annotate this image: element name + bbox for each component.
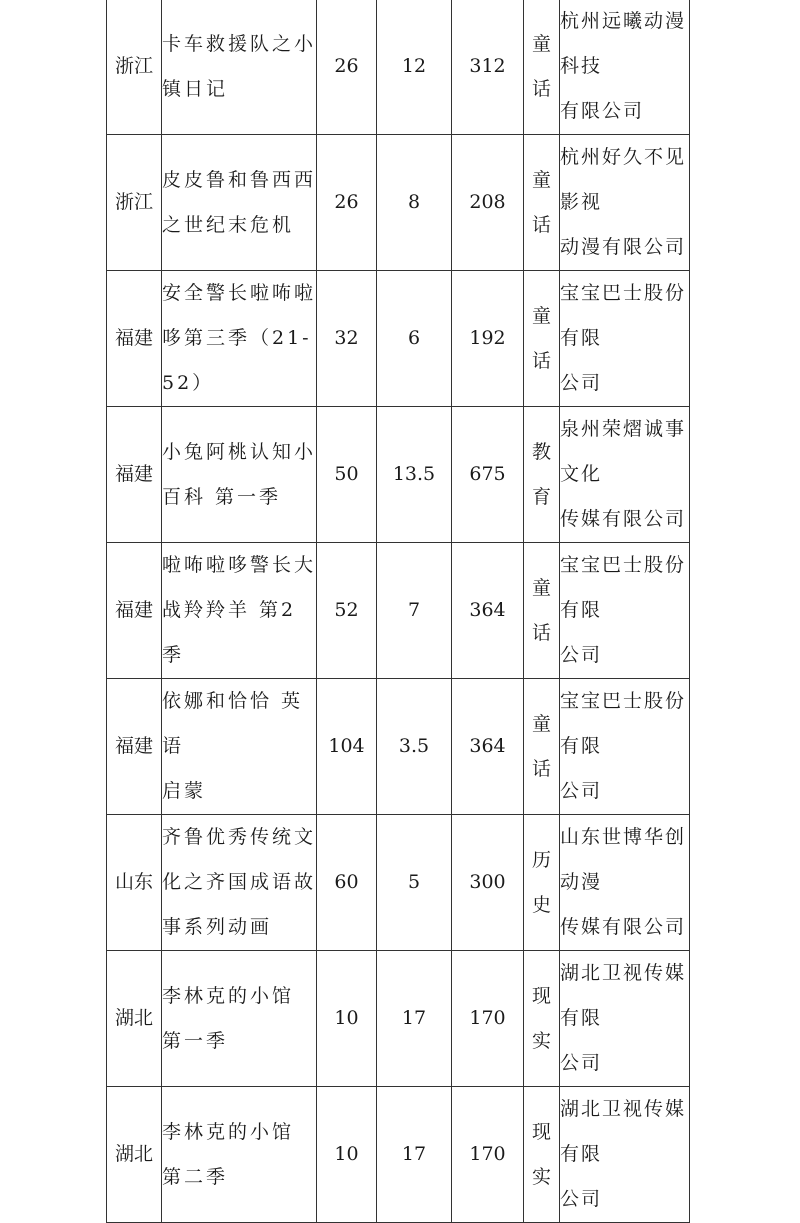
genre-cell bbox=[524, 407, 560, 543]
total-minutes-cell bbox=[452, 951, 524, 1087]
total-minutes-cell bbox=[452, 543, 524, 679]
company-cell bbox=[560, 271, 690, 407]
title-cell bbox=[162, 951, 317, 1087]
cell-text: 李林克的小馆 bbox=[162, 984, 295, 1007]
cell-text: 公司 bbox=[560, 644, 603, 666]
cell-text: 福建 bbox=[114, 735, 153, 757]
title-cell bbox=[162, 679, 317, 815]
cell-text: 104 bbox=[328, 735, 365, 757]
company-cell bbox=[560, 407, 690, 543]
cell-text: 公司 bbox=[560, 1052, 603, 1074]
episodes-cell bbox=[317, 815, 377, 951]
table-row bbox=[107, 271, 690, 407]
cell-text: 啦咘啦哆警长大 bbox=[162, 554, 317, 576]
cell-text: 山东世博华创动漫 bbox=[560, 826, 687, 893]
cell-text: 传媒有限公司 bbox=[560, 508, 687, 530]
cell-text: 170 bbox=[469, 1143, 506, 1165]
genre-cell bbox=[524, 543, 560, 679]
company-cell bbox=[560, 815, 690, 951]
cell-text: 52 bbox=[334, 599, 359, 621]
cell-text: 湖北 bbox=[114, 1143, 153, 1165]
cell-text: 湖北卫视传媒有限 bbox=[560, 1098, 687, 1165]
cell-text: 童 bbox=[531, 304, 551, 327]
cell-text: 364 bbox=[469, 599, 506, 621]
cell-text: 8 bbox=[407, 191, 421, 213]
title-cell bbox=[162, 271, 317, 407]
cell-text: 7 bbox=[407, 599, 421, 621]
title-cell bbox=[162, 815, 317, 951]
cell-text: 17 bbox=[401, 1007, 427, 1029]
animation-registration-table bbox=[106, 0, 690, 1223]
company-cell bbox=[560, 679, 690, 815]
table-row bbox=[107, 815, 690, 951]
cell-text: 湖北卫视传媒有限 bbox=[560, 962, 687, 1029]
title-cell bbox=[162, 0, 317, 135]
episodes-cell bbox=[317, 951, 377, 1087]
episodes-cell bbox=[317, 1087, 377, 1223]
episodes-cell bbox=[317, 679, 377, 815]
cell-text: 话 bbox=[531, 621, 551, 644]
cell-text: 浙江 bbox=[114, 191, 153, 213]
cell-text: 12 bbox=[401, 55, 427, 77]
province-cell bbox=[107, 543, 162, 679]
genre-cell bbox=[524, 951, 560, 1087]
cell-text: 福建 bbox=[114, 327, 153, 349]
table-row bbox=[107, 407, 690, 543]
cell-text: 皮皮鲁和鲁西西 bbox=[162, 168, 317, 191]
cell-text: 3.5 bbox=[398, 735, 430, 757]
minutes-each-cell bbox=[377, 1087, 452, 1223]
province-cell bbox=[107, 1087, 162, 1223]
cell-text: 实 bbox=[531, 1165, 551, 1188]
cell-text: 第二季 bbox=[162, 1165, 229, 1188]
minutes-each-cell bbox=[377, 407, 452, 543]
company-cell bbox=[560, 951, 690, 1087]
cell-text: 哆第三季（21-52） bbox=[162, 327, 312, 394]
cell-text: 公司 bbox=[560, 780, 603, 802]
cell-text: 福建 bbox=[114, 599, 153, 621]
cell-text: 公司 bbox=[560, 372, 603, 394]
total-minutes-cell bbox=[452, 679, 524, 815]
company-cell bbox=[560, 1087, 690, 1223]
episodes-cell bbox=[317, 543, 377, 679]
cell-text: 童 bbox=[531, 32, 551, 55]
cell-text: 育 bbox=[531, 485, 551, 508]
cell-text: 杭州远曦动漫科技 bbox=[560, 10, 687, 77]
cell-text: 现 bbox=[531, 984, 551, 1007]
table-row bbox=[107, 1087, 690, 1223]
genre-cell bbox=[524, 679, 560, 815]
cell-text: 话 bbox=[531, 213, 551, 236]
cell-text: 湖北 bbox=[114, 1007, 153, 1029]
cell-text: 50 bbox=[334, 463, 359, 485]
title-cell bbox=[162, 1087, 317, 1223]
cell-text: 史 bbox=[531, 893, 551, 916]
cell-text: 32 bbox=[334, 327, 359, 349]
cell-text: 杭州好久不见影视 bbox=[560, 146, 687, 213]
minutes-each-cell bbox=[377, 951, 452, 1087]
cell-text: 话 bbox=[531, 77, 551, 100]
genre-cell bbox=[524, 815, 560, 951]
cell-text: 依娜和恰恰 英语 bbox=[162, 690, 304, 757]
cell-text: 60 bbox=[334, 871, 359, 893]
total-minutes-cell bbox=[452, 135, 524, 271]
cell-text: 李林克的小馆 bbox=[162, 1120, 295, 1143]
cell-text: 第一季 bbox=[162, 1029, 229, 1052]
table-row bbox=[107, 679, 690, 815]
cell-text: 话 bbox=[531, 757, 551, 780]
cell-text: 10 bbox=[334, 1007, 359, 1029]
total-minutes-cell bbox=[452, 1087, 524, 1223]
province-cell bbox=[107, 271, 162, 407]
episodes-cell bbox=[317, 0, 377, 135]
cell-text: 300 bbox=[469, 871, 506, 893]
cell-text: 312 bbox=[469, 55, 506, 77]
genre-cell bbox=[524, 0, 560, 135]
cell-text: 170 bbox=[469, 1007, 506, 1029]
cell-text: 10 bbox=[334, 1143, 359, 1165]
cell-text: 有限公司 bbox=[560, 100, 645, 122]
table-row bbox=[107, 543, 690, 679]
cell-text: 童 bbox=[531, 576, 551, 599]
cell-text: 之世纪末危机 bbox=[162, 213, 295, 236]
cell-text: 675 bbox=[469, 463, 506, 485]
cell-text: 浙江 bbox=[114, 55, 153, 77]
title-cell bbox=[162, 543, 317, 679]
cell-text: 齐鲁优秀传统文 bbox=[162, 826, 317, 848]
cell-text: 教 bbox=[531, 440, 551, 463]
company-cell bbox=[560, 543, 690, 679]
cell-text: 6 bbox=[407, 327, 421, 349]
cell-text: 192 bbox=[469, 327, 506, 349]
cell-text: 化之齐国成语故 bbox=[162, 871, 317, 893]
province-cell bbox=[107, 407, 162, 543]
genre-cell bbox=[524, 271, 560, 407]
cell-text: 战羚羚羊 第2季 bbox=[162, 599, 297, 666]
table-row bbox=[107, 135, 690, 271]
minutes-each-cell bbox=[377, 815, 452, 951]
cell-text: 364 bbox=[469, 735, 506, 757]
title-cell bbox=[162, 407, 317, 543]
cell-text: 童 bbox=[531, 712, 551, 735]
cell-text: 童 bbox=[531, 168, 551, 191]
cell-text: 历 bbox=[531, 848, 551, 871]
minutes-each-cell bbox=[377, 135, 452, 271]
cell-text: 13.5 bbox=[392, 463, 436, 485]
minutes-each-cell bbox=[377, 679, 452, 815]
cell-text: 17 bbox=[401, 1143, 427, 1165]
genre-cell bbox=[524, 1087, 560, 1223]
cell-text: 26 bbox=[334, 55, 359, 77]
cell-text: 卡车救援队之小 bbox=[162, 32, 317, 55]
cell-text: 208 bbox=[469, 191, 506, 213]
cell-text: 山东 bbox=[114, 871, 153, 893]
province-cell bbox=[107, 951, 162, 1087]
cell-text: 福建 bbox=[114, 463, 153, 485]
minutes-each-cell bbox=[377, 271, 452, 407]
cell-text: 小兔阿桃认知小 bbox=[162, 440, 317, 463]
cell-text: 5 bbox=[407, 871, 421, 893]
cell-text: 泉州荣熠诚事文化 bbox=[560, 418, 687, 485]
company-cell bbox=[560, 0, 690, 135]
cell-text: 宝宝巴士股份有限 bbox=[560, 554, 687, 621]
title-cell bbox=[162, 135, 317, 271]
cell-text: 公司 bbox=[560, 1188, 603, 1210]
cell-text: 26 bbox=[334, 191, 359, 213]
cell-text: 镇日记 bbox=[162, 77, 229, 100]
province-cell bbox=[107, 679, 162, 815]
cell-text: 安全警长啦咘啦 bbox=[162, 282, 317, 304]
cell-text: 宝宝巴士股份有限 bbox=[560, 282, 687, 349]
episodes-cell bbox=[317, 271, 377, 407]
minutes-each-cell bbox=[377, 0, 452, 135]
table-row bbox=[107, 951, 690, 1087]
minutes-each-cell bbox=[377, 543, 452, 679]
province-cell bbox=[107, 135, 162, 271]
cell-text: 事系列动画 bbox=[162, 916, 273, 938]
total-minutes-cell bbox=[452, 271, 524, 407]
cell-text: 百科 第一季 bbox=[162, 485, 282, 508]
cell-text: 现 bbox=[531, 1120, 551, 1143]
episodes-cell bbox=[317, 135, 377, 271]
province-cell bbox=[107, 0, 162, 135]
total-minutes-cell bbox=[452, 407, 524, 543]
cell-text: 实 bbox=[531, 1029, 551, 1052]
cell-text: 动漫有限公司 bbox=[560, 236, 687, 258]
total-minutes-cell bbox=[452, 0, 524, 135]
cell-text: 启蒙 bbox=[162, 780, 207, 802]
cell-text: 话 bbox=[531, 349, 551, 372]
cell-text: 宝宝巴士股份有限 bbox=[560, 690, 687, 757]
episodes-cell bbox=[317, 407, 377, 543]
genre-cell bbox=[524, 135, 560, 271]
cell-text: 传媒有限公司 bbox=[560, 916, 687, 938]
province-cell bbox=[107, 815, 162, 951]
company-cell bbox=[560, 135, 690, 271]
table-row bbox=[107, 0, 690, 135]
total-minutes-cell bbox=[452, 815, 524, 951]
table-body bbox=[107, 0, 690, 1223]
